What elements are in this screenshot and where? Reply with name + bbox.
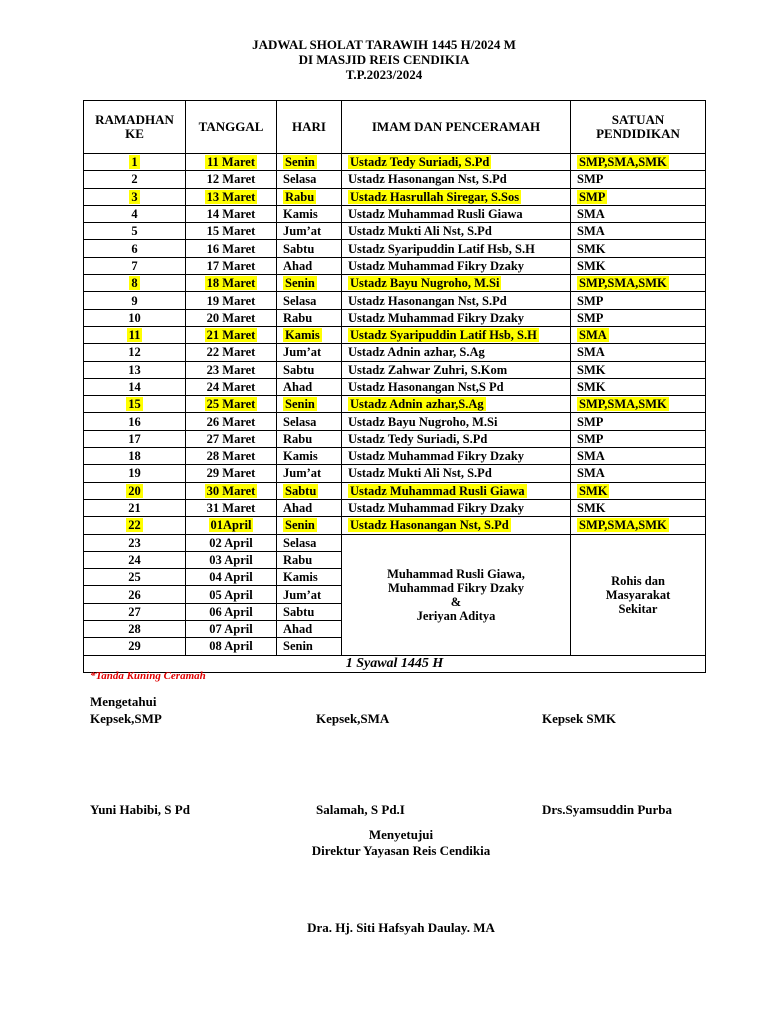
highlight-mark: 25 Maret	[206, 397, 256, 412]
hari-cell: Rabu	[277, 551, 342, 568]
mengetahui-label: Mengetahui	[90, 694, 157, 709]
tanggal-cell: 07 April	[186, 621, 277, 638]
ramadhan-ke-cell	[84, 275, 186, 292]
table-row	[84, 257, 706, 274]
tanggal-cell	[186, 517, 277, 534]
table-row	[84, 413, 706, 430]
table-row	[84, 517, 706, 534]
hari-cell: Rabu	[277, 309, 342, 326]
hari-cell	[277, 275, 342, 292]
april-satuan-line: Sekitar	[618, 601, 658, 616]
imam-cell: Ustadz Muhammad Rusli Giawa	[342, 205, 571, 222]
hari-cell: Selasa	[277, 292, 342, 309]
doc-subtitle: DI MASJID REIS CENDIKIA	[298, 52, 470, 67]
highlight-mark: Rabu	[285, 189, 315, 204]
satuan-cell: SMK	[571, 361, 706, 378]
april-satuan-line: Rohis dan	[611, 573, 665, 588]
table-row	[84, 154, 706, 171]
ramadhan-ke-cell: 21	[84, 499, 186, 516]
direktur-name: Dra. Hj. Siti Hafsyah Daulay. MA	[307, 920, 495, 935]
imam-cell: Ustadz Muhammad Fikry Dzaky	[342, 257, 571, 274]
tanggal-cell	[186, 396, 277, 413]
ramadhan-ke-cell	[84, 482, 186, 499]
highlight-mark: Ustadz Syaripuddin Latif Hsb, S.H	[350, 328, 537, 343]
tanggal-cell: 16 Maret	[186, 240, 277, 257]
ramadhan-ke-cell: 25	[84, 569, 186, 586]
tanggal-cell: 20 Maret	[186, 309, 277, 326]
highlight-mark: Ustadz Tedy Suriadi, S.Pd	[350, 155, 490, 170]
april-satuan-merged-cell	[571, 534, 706, 655]
ramadhan-ke-cell	[84, 396, 186, 413]
doc-title: JADWAL SHOLAT TARAWIH 1445 H/2024 M	[252, 37, 516, 52]
highlight-mark: Senin	[285, 518, 315, 533]
satuan-cell	[571, 188, 706, 205]
highlight-mark: Kamis	[285, 328, 320, 343]
hari-cell: Selasa	[277, 171, 342, 188]
highlight-mark: 3	[131, 189, 138, 204]
tanggal-cell: 27 Maret	[186, 430, 277, 447]
tanggal-cell: 29 Maret	[186, 465, 277, 482]
highlight-mark: 21 Maret	[206, 328, 256, 343]
hari-cell: Ahad	[277, 378, 342, 395]
imam-cell: Ustadz Zahwar Zuhri, S.Kom	[342, 361, 571, 378]
highlight-mark: SMP,SMA,SMK	[579, 276, 667, 291]
hari-cell: Selasa	[277, 413, 342, 430]
satuan-cell: SMK	[571, 240, 706, 257]
satuan-cell	[571, 275, 706, 292]
satuan-cell: SMP	[571, 430, 706, 447]
hari-cell: Sabtu	[277, 361, 342, 378]
satuan-cell: SMA	[571, 465, 706, 482]
imam-cell	[342, 154, 571, 171]
hari-cell	[277, 482, 342, 499]
kepsek-smp-name: Yuni Habibi, S Pd	[90, 802, 190, 817]
hari-cell: Kamis	[277, 448, 342, 465]
highlight-mark: 13 Maret	[206, 189, 256, 204]
imam-cell: Ustadz Hasonangan Nst, S.Pd	[342, 292, 571, 309]
satuan-cell	[571, 326, 706, 343]
highlight-mark: 1	[131, 155, 138, 170]
tanggal-cell	[186, 482, 277, 499]
hari-cell: Kamis	[277, 205, 342, 222]
april-imam-line: Muhammad Fikry Dzaky	[387, 580, 525, 595]
tanggal-cell: 26 Maret	[186, 413, 277, 430]
hari-cell: Jum’at	[277, 465, 342, 482]
satuan-cell	[571, 517, 706, 534]
kepsek-sma-title: Kepsek,SMA	[316, 711, 390, 726]
table-row	[84, 499, 706, 516]
tanggal-cell: 05 April	[186, 586, 277, 603]
table-row	[84, 396, 706, 413]
hari-cell: Ahad	[277, 621, 342, 638]
direktur-title: Direktur Yayasan Reis Cendikia	[311, 843, 491, 858]
highlight-mark: SMA	[579, 328, 607, 343]
hari-cell	[277, 154, 342, 171]
highlight-mark: Ustadz Bayu Nugroho, M.Si	[350, 276, 500, 291]
april-satuan-line: Masyarakat	[605, 587, 671, 602]
hari-cell: Sabtu	[277, 240, 342, 257]
tanggal-cell	[186, 275, 277, 292]
ramadhan-ke-cell: 12	[84, 344, 186, 361]
april-imam-line: Muhammad Rusli Giawa,	[387, 566, 525, 581]
satuan-cell: SMK	[571, 378, 706, 395]
ramadhan-ke-cell: 14	[84, 378, 186, 395]
imam-cell	[342, 517, 571, 534]
ramadhan-ke-cell	[84, 326, 186, 343]
highlight-mark: Ustadz Hasrullah Siregar, S.Sos	[350, 189, 520, 204]
hari-cell	[277, 326, 342, 343]
tanggal-cell: 31 Maret	[186, 499, 277, 516]
imam-cell: Ustadz Adnin azhar, S.Ag	[342, 344, 571, 361]
imam-cell: Ustadz Bayu Nugroho, M.Si	[342, 413, 571, 430]
table-row	[84, 465, 706, 482]
highlight-mark: Senin	[285, 276, 315, 291]
hari-cell	[277, 188, 342, 205]
hari-cell: Jum’at	[277, 344, 342, 361]
tanggal-cell: 28 Maret	[186, 448, 277, 465]
highlight-mark: 18 Maret	[206, 276, 256, 291]
ramadhan-ke-cell: 13	[84, 361, 186, 378]
satuan-cell: SMA	[571, 344, 706, 361]
satuan-cell: SMA	[571, 448, 706, 465]
highlight-mark: 20	[128, 483, 141, 498]
tanggal-cell	[186, 326, 277, 343]
tanggal-cell	[186, 154, 277, 171]
table-row	[84, 171, 706, 188]
ramadhan-ke-cell: 24	[84, 551, 186, 568]
imam-cell	[342, 275, 571, 292]
highlight-note: *Tanda Kuning Ceramah	[90, 670, 206, 682]
hari-cell: Jum’at	[277, 223, 342, 240]
syawal-label: 1 Syawal 1445 H	[84, 655, 706, 672]
highlight-mark: Ustadz Hasonangan Nst, S.Pd	[350, 518, 509, 533]
hari-cell	[277, 517, 342, 534]
april-imam-line: Jeriyan Aditya	[416, 608, 496, 623]
table-row	[84, 205, 706, 222]
satuan-cell	[571, 154, 706, 171]
ramadhan-ke-cell: 29	[84, 638, 186, 655]
satuan-cell: SMP	[571, 413, 706, 430]
tanggal-cell: 23 Maret	[186, 361, 277, 378]
table-row	[84, 482, 706, 499]
tanggal-cell: 08 April	[186, 638, 277, 655]
imam-cell: Ustadz Mukti Ali Nst, S.Pd	[342, 465, 571, 482]
imam-cell: Ustadz Syaripuddin Latif Hsb, S.H	[342, 240, 571, 257]
imam-cell: Ustadz Hasonangan Nst, S.Pd	[342, 171, 571, 188]
tanggal-cell: 02 April	[186, 534, 277, 551]
table-row	[84, 326, 706, 343]
menyetujui-label: Menyetujui	[368, 827, 434, 842]
ramadhan-ke-cell: 2	[84, 171, 186, 188]
tanggal-cell: 06 April	[186, 603, 277, 620]
table-row	[84, 309, 706, 326]
ramadhan-ke-cell: 27	[84, 603, 186, 620]
tanggal-cell: 24 Maret	[186, 378, 277, 395]
hari-cell: Rabu	[277, 430, 342, 447]
table-row	[84, 223, 706, 240]
ramadhan-ke-cell: 23	[84, 534, 186, 551]
ramadhan-ke-cell: 19	[84, 465, 186, 482]
imam-cell	[342, 188, 571, 205]
imam-cell: Ustadz Muhammad Fikry Dzaky	[342, 448, 571, 465]
ramadhan-ke-cell: 26	[84, 586, 186, 603]
ramadhan-ke-cell: 6	[84, 240, 186, 257]
kepsek-smk-name: Drs.Syamsuddin Purba	[542, 802, 673, 817]
highlight-mark: SMP,SMA,SMK	[579, 155, 667, 170]
highlight-mark: SMP,SMA,SMK	[579, 518, 667, 533]
highlight-mark: 30 Maret	[206, 483, 256, 498]
highlight-mark: SMK	[579, 483, 608, 498]
hari-cell	[277, 396, 342, 413]
col-header-imam: IMAM DAN PENCERAMAH	[342, 101, 571, 154]
highlight-mark: 01April	[210, 518, 252, 533]
table-row	[84, 344, 706, 361]
ramadhan-ke-cell: 10	[84, 309, 186, 326]
highlight-mark: 15	[128, 397, 141, 412]
tanggal-cell: 03 April	[186, 551, 277, 568]
table-row	[84, 448, 706, 465]
table-row	[84, 534, 706, 551]
tanggal-cell: 17 Maret	[186, 257, 277, 274]
highlight-mark: Senin	[285, 397, 315, 412]
april-imam-merged-cell	[342, 534, 571, 655]
imam-cell: Ustadz Mukti Ali Nst, S.Pd	[342, 223, 571, 240]
satuan-cell	[571, 396, 706, 413]
highlight-mark: SMP	[579, 189, 606, 204]
table-row	[84, 275, 706, 292]
satuan-cell: SMA	[571, 223, 706, 240]
col-header-satuan: SATUAN PENDIDIKAN	[571, 101, 706, 154]
tanggal-cell	[186, 188, 277, 205]
table-row	[84, 361, 706, 378]
highlight-mark: 11 Maret	[206, 155, 256, 170]
highlight-mark: 22	[128, 518, 141, 533]
highlight-mark: 11	[128, 328, 141, 343]
kepsek-smp-title: Kepsek,SMP	[90, 711, 162, 726]
ramadhan-ke-cell: 5	[84, 223, 186, 240]
satuan-cell: SMP	[571, 171, 706, 188]
table-row	[84, 240, 706, 257]
highlight-mark: SMP,SMA,SMK	[579, 397, 667, 412]
hari-cell: Senin	[277, 638, 342, 655]
ramadhan-ke-cell: 9	[84, 292, 186, 309]
imam-cell: Ustadz Hasonangan Nst,S Pd	[342, 378, 571, 395]
tanggal-cell: 22 Maret	[186, 344, 277, 361]
satuan-cell	[571, 482, 706, 499]
kepsek-smk-title: Kepsek SMK	[542, 711, 617, 726]
hari-cell: Kamis	[277, 569, 342, 586]
col-header-hari: HARI	[277, 101, 342, 154]
hari-cell: Selasa	[277, 534, 342, 551]
ramadhan-ke-cell	[84, 517, 186, 534]
ramadhan-ke-cell: 16	[84, 413, 186, 430]
tanggal-cell: 04 April	[186, 569, 277, 586]
table-header-row	[84, 101, 706, 154]
ramadhan-ke-cell: 7	[84, 257, 186, 274]
tanggal-cell: 14 Maret	[186, 205, 277, 222]
imam-cell	[342, 396, 571, 413]
ramadhan-ke-cell: 28	[84, 621, 186, 638]
tanggal-cell: 15 Maret	[186, 223, 277, 240]
highlight-mark: 8	[131, 276, 138, 291]
highlight-mark: Senin	[285, 155, 315, 170]
table-row	[84, 378, 706, 395]
highlight-mark: Ustadz Muhammad Rusli Giawa	[350, 483, 525, 498]
doc-school-year: T.P.2023/2024	[345, 67, 423, 82]
april-imam-line: &	[450, 594, 462, 609]
satuan-cell: SMP	[571, 309, 706, 326]
imam-cell: Ustadz Muhammad Fikry Dzaky	[342, 499, 571, 516]
ramadhan-ke-cell: 4	[84, 205, 186, 222]
satuan-cell: SMP	[571, 292, 706, 309]
table-row	[84, 292, 706, 309]
col-header-ramadhan: RAMADHAN KE	[84, 101, 186, 154]
table-row	[84, 188, 706, 205]
kepsek-sma-name: Salamah, S Pd.I	[316, 802, 405, 817]
hari-cell: Ahad	[277, 499, 342, 516]
highlight-mark: Ustadz Adnin azhar,S.Ag	[350, 397, 484, 412]
satuan-cell: SMK	[571, 257, 706, 274]
ramadhan-ke-cell	[84, 188, 186, 205]
imam-cell	[342, 482, 571, 499]
hari-cell: Ahad	[277, 257, 342, 274]
table-row	[84, 430, 706, 447]
tanggal-cell: 12 Maret	[186, 171, 277, 188]
hari-cell: Jum’at	[277, 586, 342, 603]
satuan-cell: SMK	[571, 499, 706, 516]
highlight-mark: Sabtu	[285, 483, 317, 498]
ramadhan-ke-cell	[84, 154, 186, 171]
tanggal-cell: 19 Maret	[186, 292, 277, 309]
imam-cell: Ustadz Tedy Suriadi, S.Pd	[342, 430, 571, 447]
hari-cell: Sabtu	[277, 603, 342, 620]
col-header-tanggal: TANGGAL	[186, 101, 277, 154]
ramadhan-ke-cell: 18	[84, 448, 186, 465]
satuan-cell: SMA	[571, 205, 706, 222]
imam-cell	[342, 326, 571, 343]
ramadhan-ke-cell: 17	[84, 430, 186, 447]
schedule-table	[83, 100, 706, 673]
imam-cell: Ustadz Muhammad Fikry Dzaky	[342, 309, 571, 326]
